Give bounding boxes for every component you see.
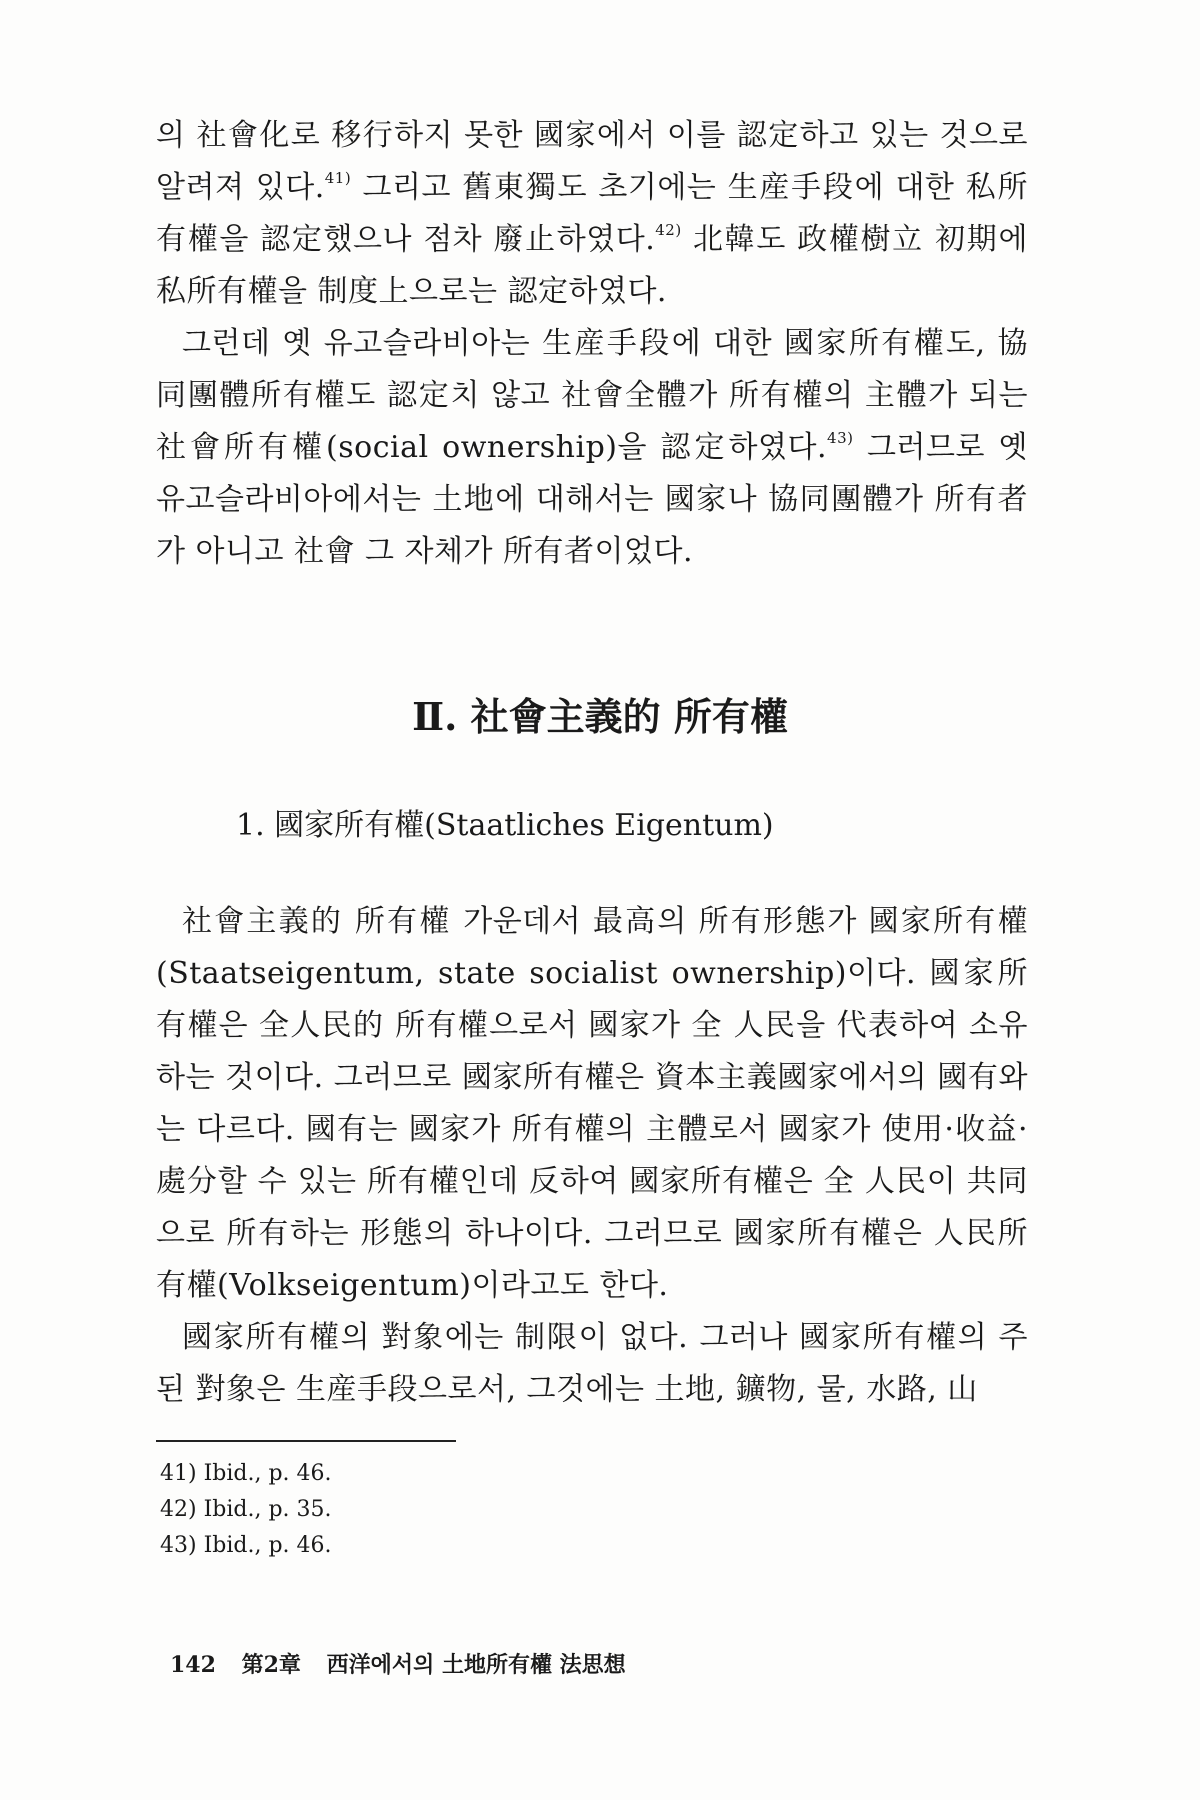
paragraph: 國家所有權의 對象에는 制限이 없다. 그러나 國家所有權의 주된 對象은 生産手段으로서, 그것에는 土地, 鑛物, 물, 水路, 山 xyxy=(156,1320,1028,1407)
paragraph: 그런데 옛 유고슬라비아는 生産手段에 대한 國家所有權도, 協同團體所有權도 認定치 않고 社會全體가 所有權의 主體가 되는 社會所有權(social ownership)을 認定하였다.$^{43)}$ 그러므로 옛 유고슬라비아에서는 土地에 대해서는 國家나 協同團體가 所有者가 아니고 社會 그 자체가 所有者이었다. xyxy=(156,326,1028,569)
footnote-list xyxy=(160,1456,332,1564)
body-text-top xyxy=(156,110,1028,578)
footnote-divider xyxy=(156,1440,456,1442)
chapter-title: 西洋에서의 土地所有權 法思想 xyxy=(326,1652,626,1678)
body-text-bottom xyxy=(156,896,1028,1416)
page-number: 142 xyxy=(170,1652,216,1678)
footnote-item: 41) Ibid., p. 46. xyxy=(160,1461,332,1486)
footnote-ref[interactable]: 42) xyxy=(655,221,682,239)
footnote-ref[interactable]: 43) xyxy=(827,429,854,447)
footnote-item: 42) Ibid., p. 35. xyxy=(160,1497,332,1522)
section-heading: Ⅱ. 社會主義的 所有權 xyxy=(412,694,788,739)
paragraph: 社會主義的 所有權 가운데서 最高의 所有形態가 國家所有權(Staatseigentum, state socialist ownership)이다. 國家所有權은 全人民的 所有權으로서 國家가 全 人民을 代表하여 소유하는 것이다. 그러므로 國家所有權은 資本主義國家에서의 國有와는 다르다. 國有는 國家가 所有權의 主體로서 國家가 使用·收益·處分할 수 있는 所有權인데 反하여 國家所有權은 全 人民이 共同으로 所有하는 形態의 하나이다. 그러므로 國家所有權은 人民所有權(Volkseigentum)이라고도 한다. xyxy=(156,904,1028,1303)
paragraph: 의 社會化로 移行하지 못한 國家에서 이를 認定하고 있는 것으로 알려져 있다.$^{41)}$ 그리고 舊東獨도 초기에는 生産手段에 대한 私所有權을 認定했으나 점차 廢止하였다.$^{42)}$ 北韓도 政權樹立 初期에 私所有權을 制度上으로는 認定하였다. xyxy=(156,118,1028,309)
chapter-label: 第2章 xyxy=(241,1652,301,1678)
page-footer xyxy=(170,1648,644,1679)
footnote-item: 43) Ibid., p. 46. xyxy=(160,1533,332,1558)
subsection-heading: 1. 國家所有權(Staatliches Eigentum) xyxy=(236,808,774,843)
footnote-ref[interactable]: 41) xyxy=(324,169,352,187)
